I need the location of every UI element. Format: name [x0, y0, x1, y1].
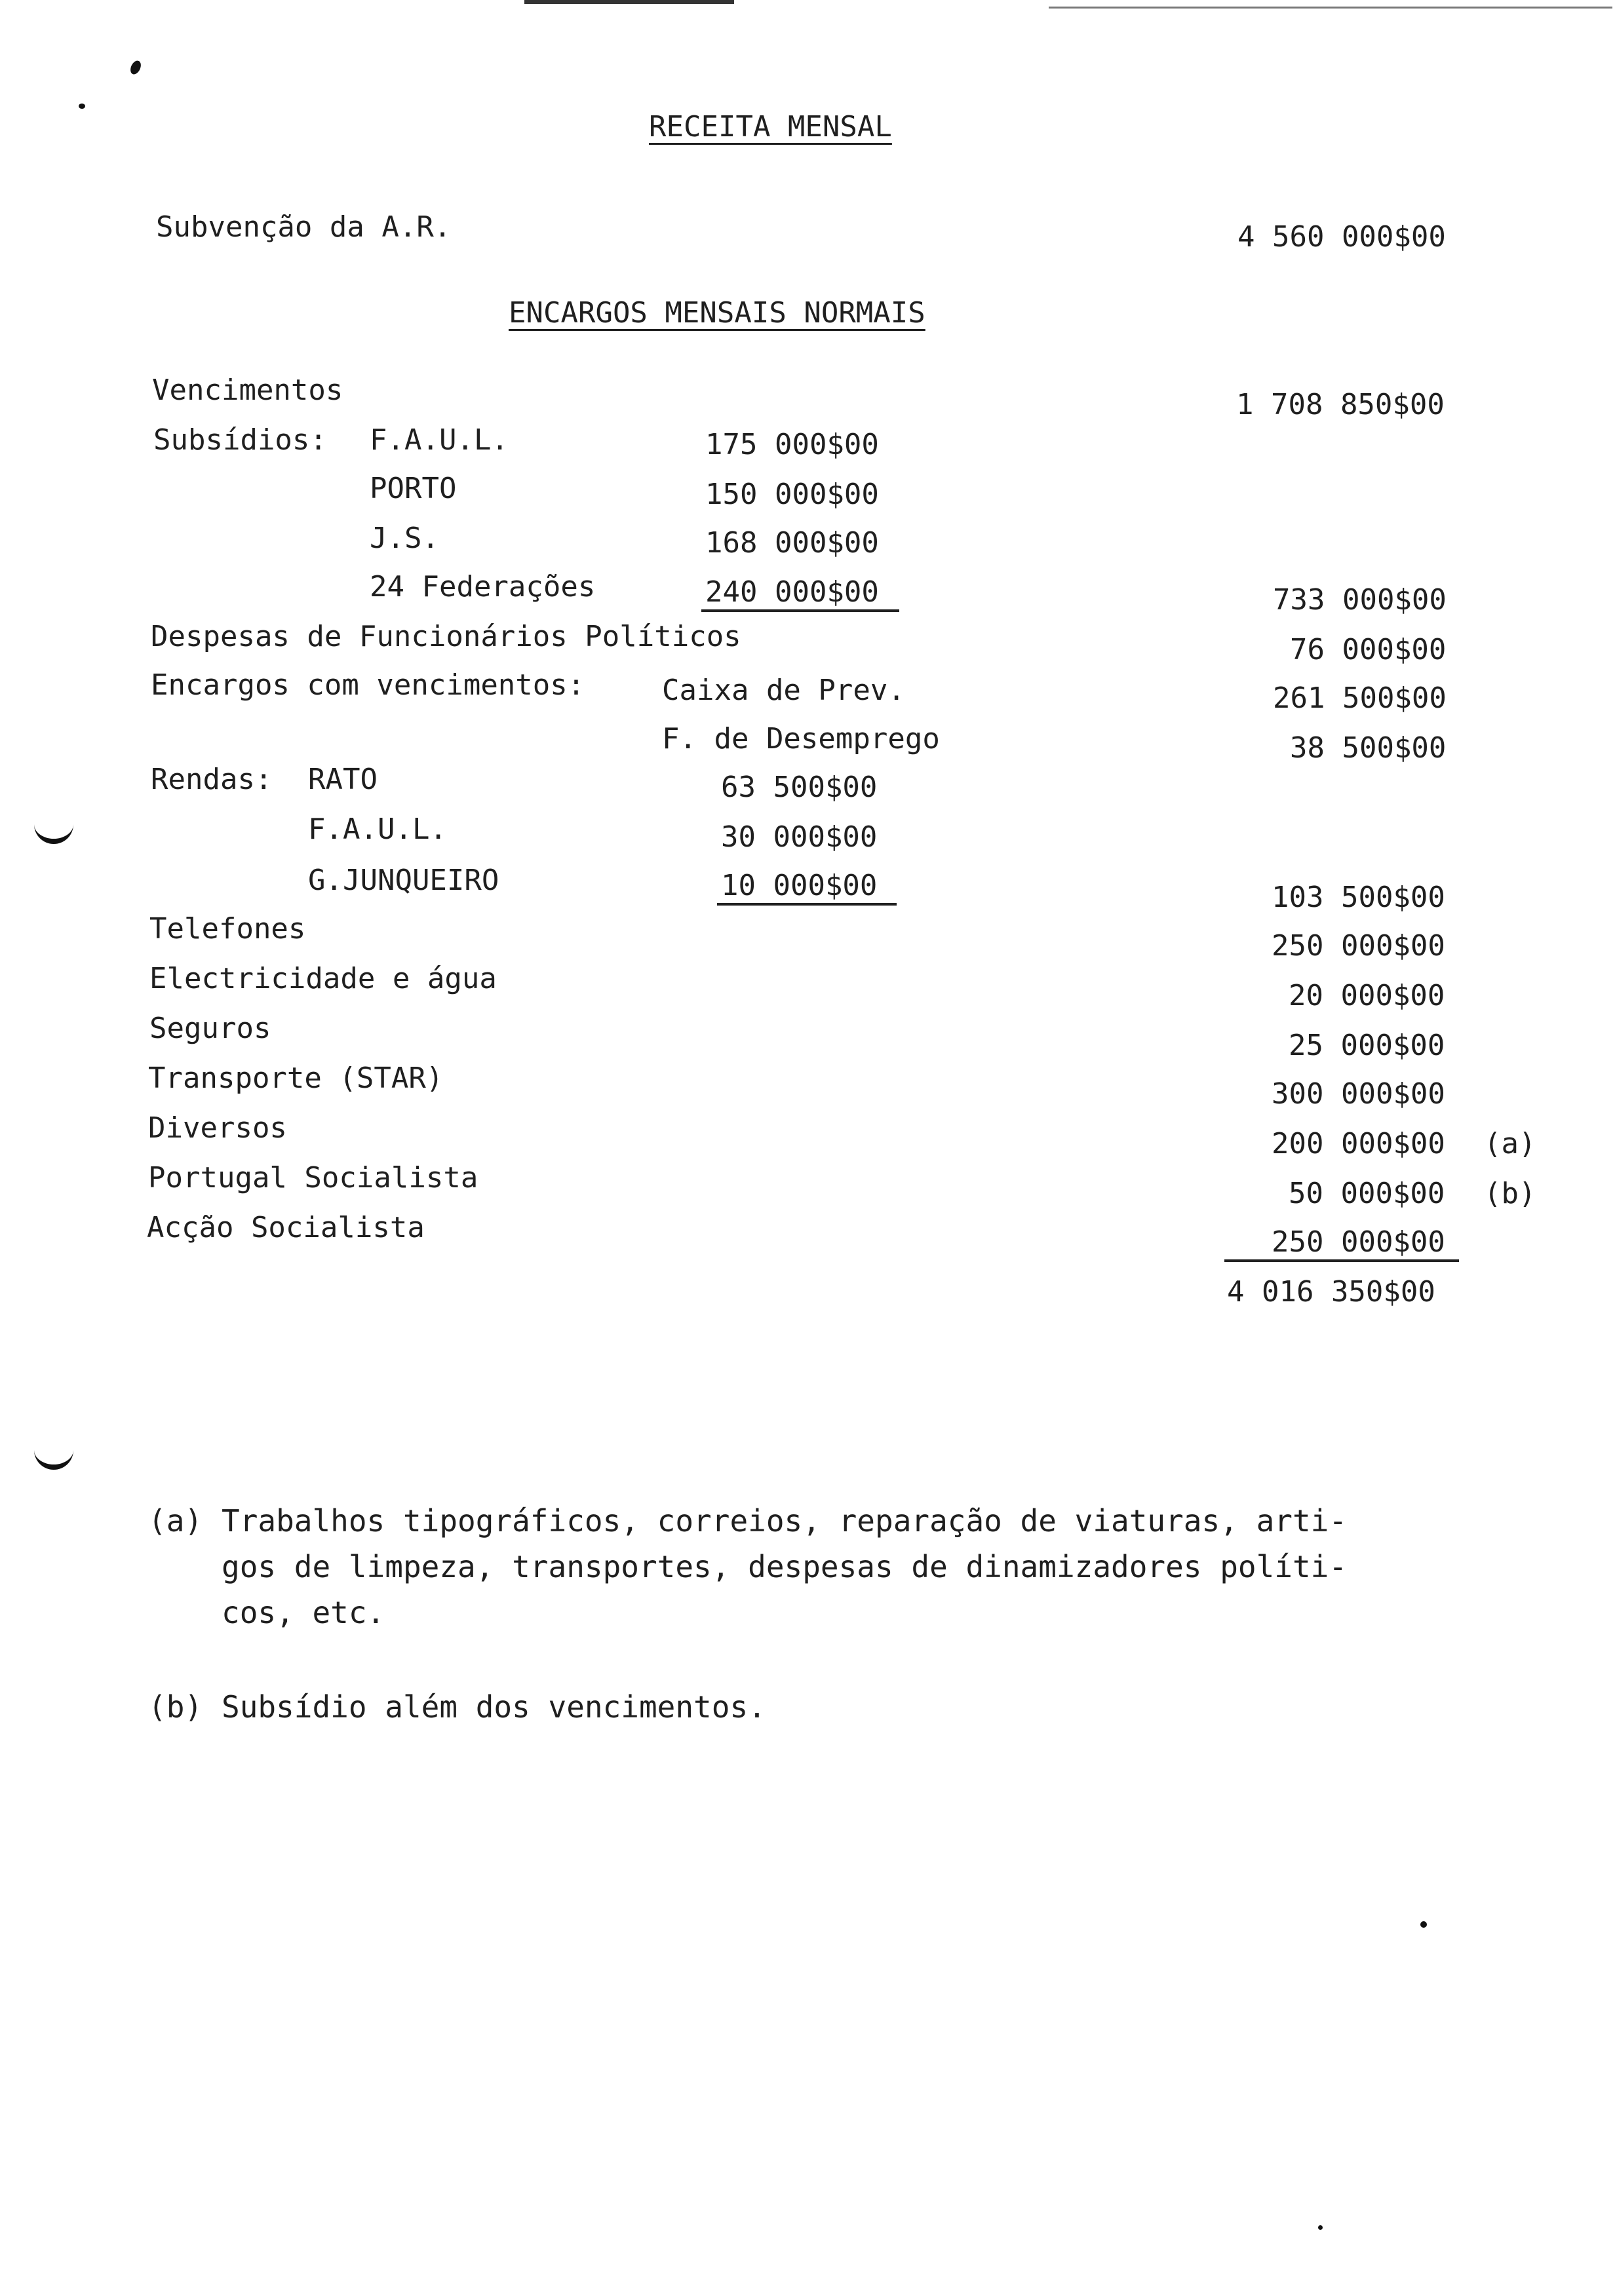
desemprego-label: F. de Desemprego [662, 722, 940, 756]
renda-name: RATO [308, 763, 378, 796]
expense-label: Portugal Socialista [148, 1161, 478, 1195]
expense-value: 20 000$00 [1289, 979, 1445, 1012]
subsidio-name: 24 Federações [370, 570, 596, 603]
expense-value: 300 000$00 [1272, 1077, 1445, 1111]
vencimentos-label: Vencimentos [152, 373, 343, 407]
expense-value: 25 000$00 [1289, 1029, 1445, 1062]
renda-name: G.JUNQUEIRO [308, 864, 499, 897]
expense-value: 200 000$00 [1272, 1127, 1445, 1160]
scan-edge-right [1049, 7, 1612, 9]
footnote-a-text: Trabalhos tipográficos, correios, reparação de viaturas, arti- gos de limpeza, transportes, despesas de dinamizadores políti- cos, etc. [222, 1503, 1348, 1630]
ink-dot [1420, 1921, 1427, 1928]
expense-label: Transporte (STAR) [148, 1062, 444, 1095]
rendas-underline [717, 903, 897, 906]
ink-dot [79, 104, 85, 109]
funcionarios-total: 76 000$00 [1290, 633, 1447, 666]
expense-note-marker: (b) [1484, 1177, 1536, 1210]
ink-mark [128, 59, 143, 76]
grand-total: 4 016 350$00 [1227, 1275, 1435, 1309]
subsidio-name: PORTO [370, 472, 457, 505]
total-rule [1224, 1259, 1459, 1262]
rendas-total: 103 500$00 [1272, 881, 1445, 914]
renda-value: 30 000$00 [721, 820, 878, 854]
receita-title: RECEITA MENSAL [649, 110, 892, 144]
expense-label: Acção Socialista [147, 1211, 425, 1244]
punch-hole-mark [34, 1445, 73, 1470]
subsidio-value: 168 000$00 [705, 526, 879, 560]
desemprego-total: 38 500$00 [1290, 731, 1447, 765]
rendas-label: Rendas: [151, 763, 273, 796]
subsidios-underline [701, 609, 899, 612]
footnote-b-text: Subsídio além dos vencimentos. [222, 1689, 766, 1725]
subsidio-name: F.A.U.L. [370, 423, 509, 457]
receita-value: 4 560 000$00 [1237, 220, 1446, 254]
vencimentos-total: 1 708 850$00 [1236, 388, 1445, 421]
renda-value: 63 500$00 [721, 771, 878, 804]
expense-note-marker: (a) [1484, 1127, 1536, 1160]
punch-hole-mark [34, 819, 73, 844]
subsidios-total: 733 000$00 [1273, 583, 1447, 617]
subsidio-value: 240 000$00 [705, 575, 879, 609]
expense-label: Seguros [149, 1012, 271, 1045]
encargos-venc-label: Encargos com vencimentos: [151, 668, 585, 702]
ink-dot [1318, 2225, 1323, 2230]
subsidio-value: 150 000$00 [705, 478, 879, 511]
renda-name: F.A.U.L. [308, 813, 447, 846]
expense-label: Diversos [148, 1111, 287, 1145]
expense-label: Electricidade e água [149, 962, 497, 995]
expense-label: Telefones [149, 912, 306, 946]
footnote-a-marker: (a) [148, 1503, 203, 1539]
funcionarios-label: Despesas de Funcionários Políticos [151, 620, 741, 653]
renda-value: 10 000$00 [721, 869, 878, 902]
expense-value: 250 000$00 [1272, 929, 1445, 963]
caixa-total: 261 500$00 [1273, 681, 1447, 715]
subsidio-name: J.S. [370, 522, 439, 555]
scan-edge-left [524, 0, 734, 4]
subsidios-label: Subsídios: [153, 423, 327, 457]
footnote-b-marker: (b) [148, 1689, 203, 1725]
caixa-label: Caixa de Prev. [662, 674, 905, 707]
receita-label: Subvenção da A.R. [156, 210, 452, 244]
expense-value: 50 000$00 [1289, 1177, 1445, 1210]
encargos-title: ENCARGOS MENSAIS NORMAIS [509, 296, 925, 330]
subsidio-value: 175 000$00 [705, 428, 879, 461]
expense-value: 250 000$00 [1272, 1225, 1445, 1259]
